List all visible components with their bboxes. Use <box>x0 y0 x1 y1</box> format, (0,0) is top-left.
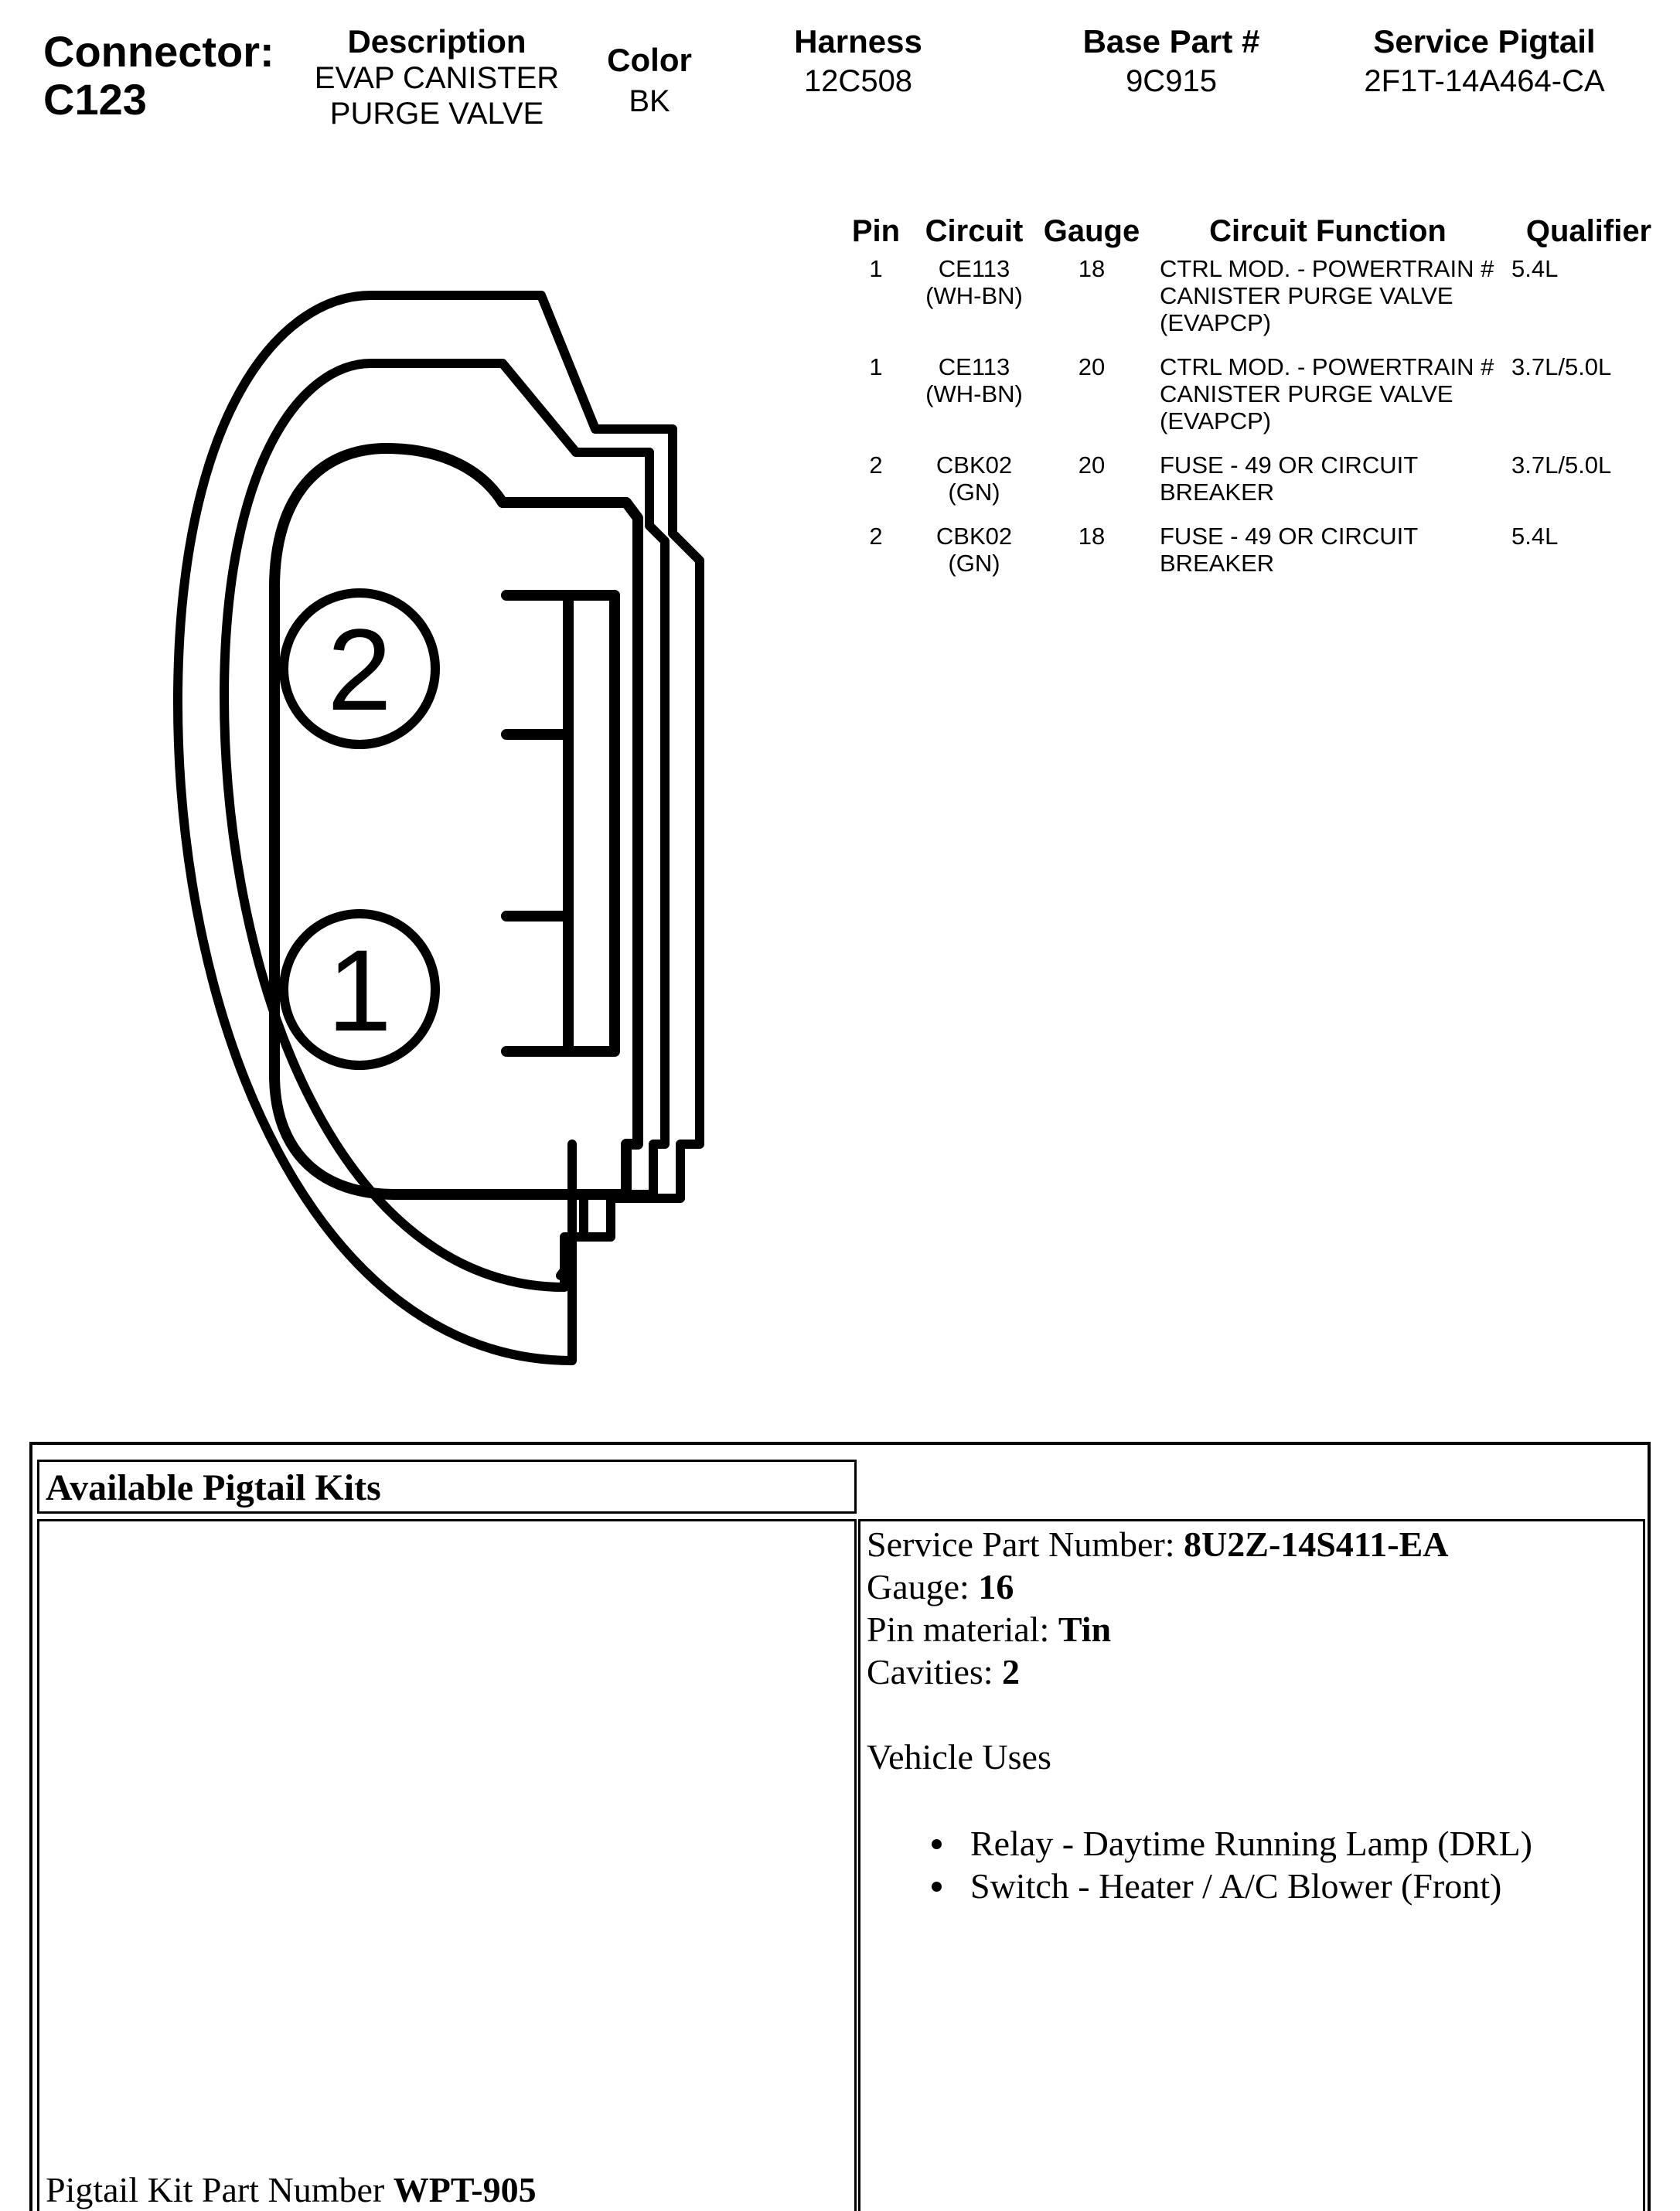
pin-cell: 2 <box>869 451 883 479</box>
pigtail-kits-title: Available Pigtail Kits <box>46 1467 381 1508</box>
function-cell: FUSE - 49 OR CIRCUIT BREAKER <box>1160 451 1419 506</box>
service-part-label: Service Part Number: <box>867 1525 1184 1564</box>
pin-cell: 1 <box>869 353 883 380</box>
pigtail-details-cell <box>858 1519 1645 2211</box>
gauge-cell: 18 <box>1078 523 1106 550</box>
list-item: Relay - Daytime Running Lamp (DRL) <box>932 1822 1637 1865</box>
base-part-label: Base Part # <box>1082 23 1260 60</box>
circuit-cell: CBK02 (GN) <box>935 523 1013 577</box>
service-pigtail-label: Service Pigtail <box>1373 23 1596 60</box>
connector-id: C123 <box>43 75 147 124</box>
pigtail-image-cell <box>37 1519 857 2211</box>
function-cell: CTRL MOD. - POWERTRAIN # CANISTER PURGE VALVE (EVAPCP) <box>1160 353 1494 434</box>
circuit-cell: CBK02 (GN) <box>935 451 1013 506</box>
cavities-line <box>867 1651 1637 1693</box>
service-pigtail-value: 2F1T-14A464-CA <box>1364 64 1605 98</box>
harness-label: Harness <box>794 23 922 60</box>
col-gauge: Gauge <box>1043 214 1140 248</box>
color-label: Color <box>607 42 692 78</box>
cavities-label: Cavities: <box>867 1652 1003 1691</box>
base-part-value: 9C915 <box>1126 64 1217 98</box>
cavity-1-label: 1 <box>327 925 392 1055</box>
pin-cell: 2 <box>869 523 883 550</box>
kit-gauge-value: 16 <box>978 1567 1014 1606</box>
description-label: Description <box>347 23 526 60</box>
pin-cell: 1 <box>869 255 883 282</box>
gauge-line <box>867 1565 1637 1608</box>
cavities-value: 2 <box>1002 1652 1021 1691</box>
description-line-1: EVAP CANISTER <box>314 61 560 95</box>
kit-part-number <box>46 2168 537 2211</box>
col-pin: Pin <box>851 214 901 248</box>
gauge-cell: 20 <box>1078 451 1106 479</box>
col-circuit: Circuit <box>925 214 1024 248</box>
gauge-cell: 20 <box>1078 353 1106 380</box>
kit-part-label: Pigtail Kit Part Number <box>46 2170 394 2209</box>
description-line-2: PURGE VALVE <box>329 97 544 131</box>
connector-latch-rails <box>506 595 615 1051</box>
qualifier-cell: 3.7L/5.0L <box>1511 353 1612 380</box>
col-qualifier: Qualifier <box>1525 214 1652 248</box>
qualifier-cell: 5.4L <box>1511 523 1559 550</box>
vehicle-uses-label: Vehicle Uses <box>867 1737 1051 1777</box>
kit-gauge-label: Gauge: <box>867 1567 979 1606</box>
qualifier-cell: 5.4L <box>1511 255 1559 282</box>
pigtail-kits-title-cell <box>37 1460 857 1514</box>
circuit-cell: CE113 (WH-BN) <box>925 353 1023 407</box>
pin-material-label: Pin material: <box>867 1610 1058 1649</box>
col-circuit-function: Circuit Function <box>1209 214 1447 248</box>
qualifier-cell: 3.7L/5.0L <box>1511 451 1612 479</box>
service-part-value: 8U2Z-14S411-EA <box>1184 1525 1449 1564</box>
vehicle-uses-list <box>932 1822 1637 1907</box>
pin-material-value: Tin <box>1058 1610 1112 1649</box>
service-part-line <box>867 1523 1637 1565</box>
cavity-2-label: 2 <box>327 605 392 734</box>
circuit-cell: CE113 (WH-BN) <box>925 255 1023 309</box>
harness-value: 12C508 <box>803 64 913 98</box>
kit-part-value: WPT-905 <box>393 2170 537 2209</box>
pin-material-line <box>867 1608 1637 1651</box>
function-cell: CTRL MOD. - POWERTRAIN # CANISTER PURGE VALVE (EVAPCP) <box>1160 255 1494 336</box>
list-item: Switch - Heater / A/C Blower (Front) <box>932 1865 1637 1907</box>
connector-inner-pocket <box>274 448 638 1194</box>
gauge-cell: 18 <box>1078 255 1106 282</box>
color-value: BK <box>629 84 670 118</box>
connector-label: Connector: <box>43 27 274 76</box>
function-cell: FUSE - 49 OR CIRCUIT BREAKER <box>1160 523 1419 577</box>
